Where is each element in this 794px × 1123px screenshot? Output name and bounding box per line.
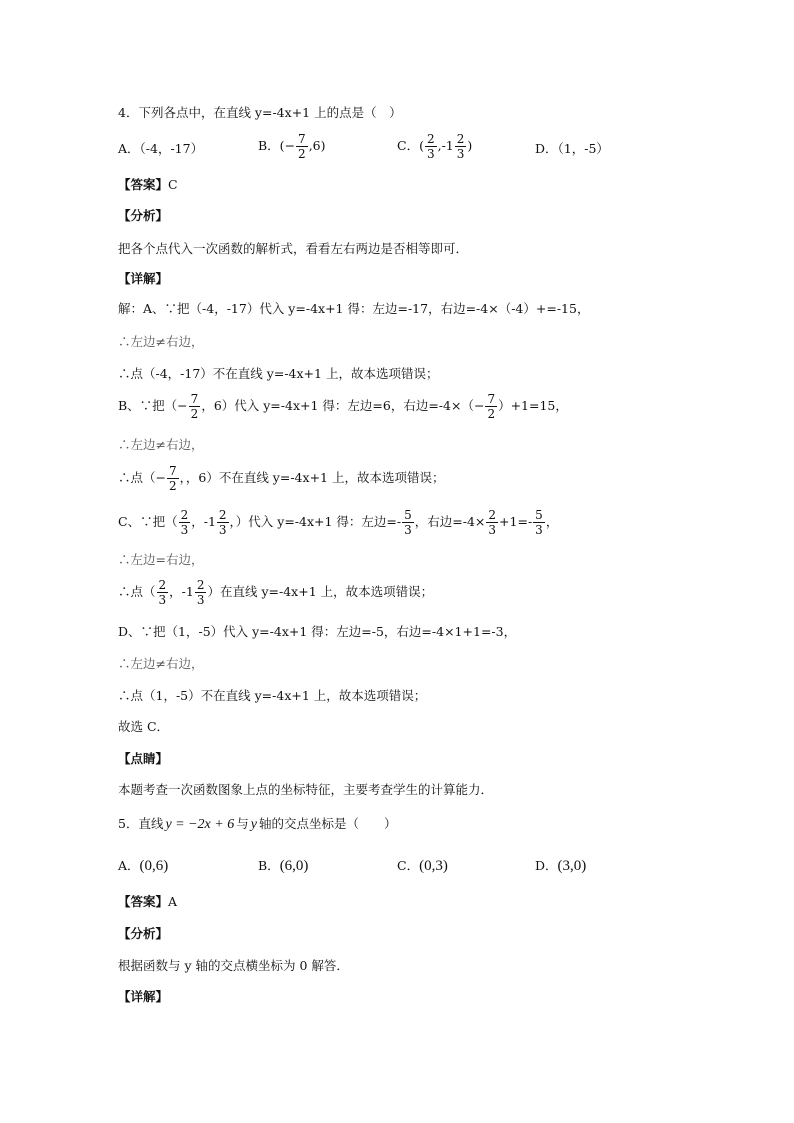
q4-detail-line-12: ∴点（1，-5）不在直线 y=-4x+1 上，故本选项错误； — [118, 688, 427, 703]
denominator: 2 — [168, 479, 177, 493]
q4-detail-line-10: D、∵把（1，-5）代入 y=-4x+1 得：左边=-5，右边=-4×1+1=-3， — [118, 624, 517, 639]
q4-detail-line-11: ∴左边≠右边， — [118, 656, 204, 671]
denominator: 3 — [196, 593, 205, 607]
fraction — [533, 508, 545, 537]
fraction — [167, 464, 179, 493]
q5-detail-label: 【详解】 — [118, 989, 169, 1004]
text-part: ∴点（− — [118, 470, 166, 485]
text-part: C、∵把（ — [118, 514, 178, 529]
q4-option-c-mid: ,-1 — [437, 138, 454, 153]
answer-value: C — [168, 177, 178, 192]
denominator: 3 — [158, 593, 167, 607]
text-part: ，右边=-4× — [414, 514, 486, 529]
q4-option-c-suffix: ) — [467, 138, 473, 153]
q4-option-b-suffix: ,6) — [308, 138, 326, 153]
q4-detail-line-6 — [118, 464, 444, 493]
variable-y: y — [250, 817, 257, 832]
answer-value: A — [168, 894, 178, 909]
option-value: (6,0) — [279, 858, 309, 874]
denominator: 3 — [426, 147, 435, 161]
q4-option-a: A．（-4，-17） — [118, 141, 204, 156]
numerator: 2 — [488, 508, 497, 522]
text-part: +1=- — [499, 514, 533, 529]
q5-option-d — [535, 857, 586, 875]
numerator: 2 — [426, 132, 435, 146]
numerator: 5 — [404, 508, 412, 522]
option-label: D． — [535, 858, 558, 873]
denominator: 3 — [404, 523, 412, 537]
q4-detail-line-8: ∴左边=右边， — [118, 552, 204, 567]
text-part: ，6）代入 y=-4x+1 得：左边=6，右边=-4×（− — [201, 398, 485, 413]
q4-option-b-prefix: B．(− — [258, 138, 296, 153]
denominator: 2 — [487, 407, 496, 421]
numerator: 2 — [218, 508, 227, 522]
q4-comment-label: 【点睛】 — [118, 751, 169, 766]
text-part: ∴点（ — [118, 584, 156, 599]
numerator: 2 — [456, 132, 465, 146]
q4-detail-line-1: 解：A、∵把（-4，-17）代入 y=-4x+1 得：左边=-17，右边=-4×（-4）+=-15， — [118, 301, 590, 316]
q4-detail-line-2: ∴左边≠右边， — [118, 334, 204, 349]
q4-title: 4．下列各点中，在直线 y=-4x+1 上的点是（ ） — [118, 105, 402, 120]
q5-analysis-label: 【分析】 — [118, 926, 169, 941]
q5-answer — [118, 893, 177, 911]
q5-analysis-text: 根据函数与 y 轴的交点横坐标为 0 解答． — [118, 958, 349, 973]
q4-detail-line-3: ∴点（-4，-17）不在直线 y=-4x+1 上，故本选项错误； — [118, 366, 439, 381]
q5-option-a — [118, 857, 168, 875]
equation: y = −2x + 6 — [165, 817, 235, 832]
text-part: ，）代入 y=-4x+1 得：左边=- — [229, 514, 402, 529]
q4-detail-line-7 — [118, 508, 558, 537]
q4-detail-line-9 — [118, 578, 433, 607]
answer-label: 【答案】 — [118, 894, 169, 909]
text-part: ， — [545, 514, 559, 529]
denominator: 2 — [190, 407, 199, 421]
q5-option-b — [258, 857, 308, 875]
q4-analysis-text: 把各个点代入一次函数的解析式，看看左右两边是否相等即可． — [118, 241, 469, 256]
fraction — [179, 508, 191, 537]
numerator: 2 — [196, 578, 205, 592]
q4-option-b — [258, 132, 326, 161]
numerator: 2 — [158, 578, 167, 592]
q4-option-d: D．（1，-5） — [535, 141, 609, 156]
denominator: 3 — [488, 523, 497, 537]
text-part: ）+1=15， — [498, 398, 568, 413]
option-label: C． — [397, 858, 420, 873]
numerator: 7 — [298, 132, 306, 146]
numerator: 7 — [190, 392, 199, 406]
denominator: 3 — [456, 147, 465, 161]
option-value: (3,0) — [557, 858, 587, 874]
q4-detail-line-5: ∴左边≠右边， — [118, 437, 204, 452]
fraction — [189, 392, 201, 421]
numerator: 7 — [487, 392, 496, 406]
fraction — [296, 132, 308, 161]
fraction — [425, 132, 437, 161]
fraction — [486, 508, 498, 537]
text-part: 与 — [236, 816, 249, 831]
fraction — [455, 132, 467, 161]
q5-title — [118, 815, 396, 834]
fraction — [157, 578, 169, 607]
text-part: B、∵把（− — [118, 398, 188, 413]
text-part: 5．直线 — [118, 816, 164, 831]
text-part: ，，6）不在直线 y=-4x+1 上，故本选项错误； — [179, 470, 445, 485]
fraction — [485, 392, 497, 421]
denominator: 3 — [218, 523, 227, 537]
fraction — [217, 508, 229, 537]
fraction — [195, 578, 207, 607]
q4-comment-text: 本题考查一次函数图象上点的坐标特征，主要考查学生的计算能力． — [118, 782, 494, 797]
q4-option-c-prefix: C．( — [397, 138, 424, 153]
q4-detail-line-4 — [118, 392, 568, 421]
text-part: 轴的交点坐标是（ ） — [258, 816, 397, 831]
denominator: 2 — [298, 147, 306, 161]
denominator: 3 — [180, 523, 189, 537]
text-part: ，-1 — [169, 584, 194, 599]
q4-answer — [118, 176, 178, 194]
fraction — [402, 508, 414, 537]
numerator: 7 — [168, 464, 177, 478]
numerator: 5 — [535, 508, 543, 522]
denominator: 3 — [535, 523, 543, 537]
option-value: (0,6) — [139, 858, 169, 874]
numerator: 2 — [180, 508, 189, 522]
q4-detail-label: 【详解】 — [118, 271, 169, 286]
option-value: (0,3) — [419, 858, 448, 874]
answer-label: 【答案】 — [118, 177, 169, 192]
text-part: ，-1 — [191, 514, 216, 529]
q4-analysis-label: 【分析】 — [118, 208, 169, 223]
text-part: ）在直线 y=-4x+1 上，故本选项错误； — [207, 584, 434, 599]
q4-detail-line-13: 故选 C． — [118, 719, 170, 734]
q4-option-c — [397, 132, 472, 161]
q5-option-c — [397, 857, 448, 875]
option-label: B． — [258, 858, 280, 873]
option-label: A． — [118, 858, 140, 873]
